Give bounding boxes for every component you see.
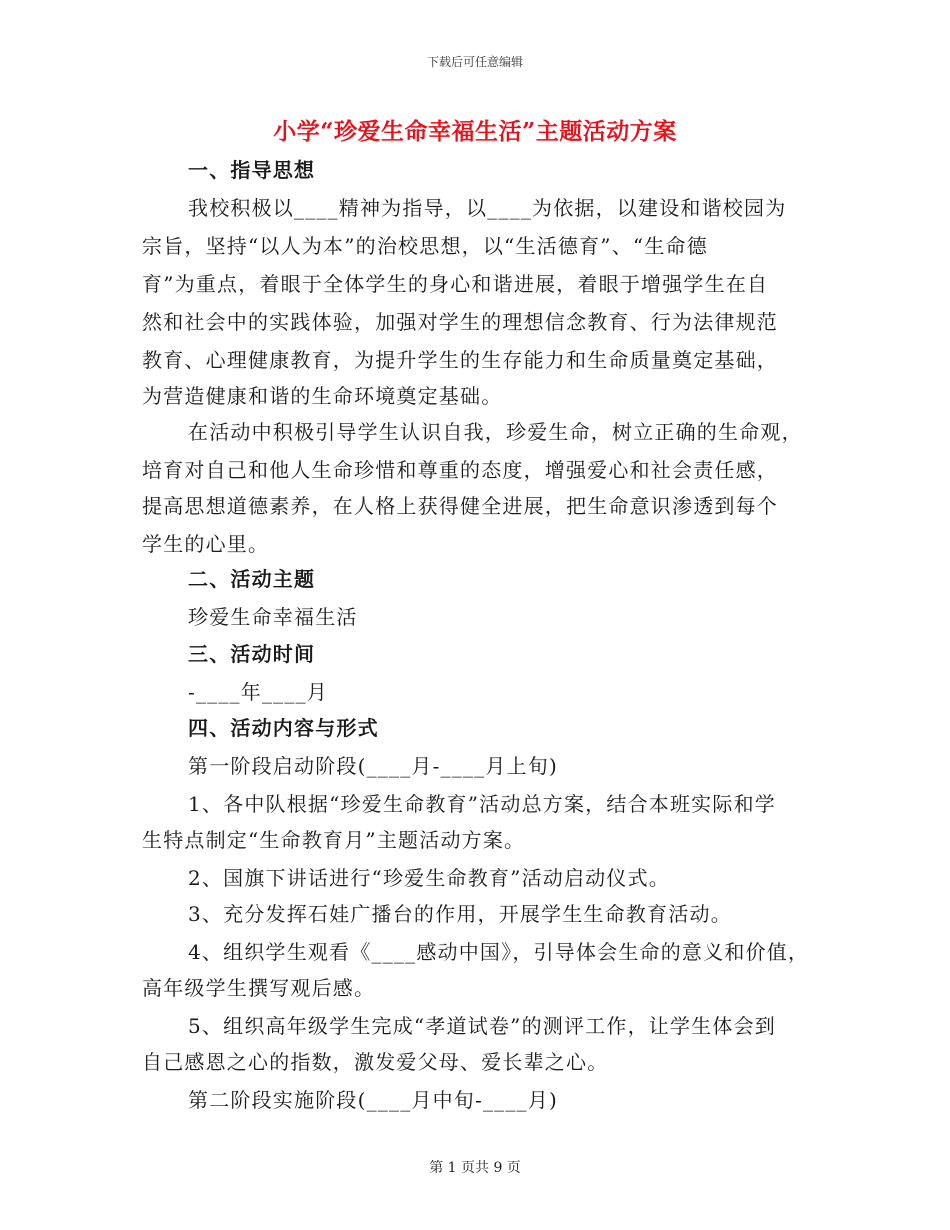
section-heading-time: 三、活动时间 — [188, 642, 316, 666]
paragraph-line: 我校积极以____精神为指导，以____为依据，以建设和谐校园为 — [188, 196, 787, 220]
paragraph-line: 育”为重点，着眼于全体学生的身心和谐进展，着眼于增强学生在自 — [142, 272, 769, 296]
paragraph-line: 为营造健康和谐的生命环境奠定基础。 — [142, 384, 503, 408]
list-item: 高年级学生撰写观后感。 — [142, 976, 376, 1000]
paragraph-line: 提高思想道德素养，在人格上获得健全进展，把生命意识渗透到每个 — [142, 494, 778, 518]
paragraph-line: 培育对自己和他人生命珍惜和尊重的态度，增强爱心和社会责任感， — [142, 458, 778, 482]
list-item: 1、各中队根据“珍爱生命教育”活动总方案，结合本班实际和学 — [188, 792, 776, 816]
document-title: 小学“珍爱生命幸福生活”主题活动方案 — [273, 118, 677, 145]
stage-two-text: 第二阶段实施阶段(____月中旬-____月) — [188, 1088, 558, 1112]
section-heading-theme: 二、活动主题 — [188, 567, 316, 591]
page-number-footer: 第 1 页共 9 页 — [429, 1160, 521, 1176]
paragraph-line: 学生的心里。 — [142, 532, 270, 556]
paragraph-line: 然和社会中的实践体验，加强对学生的理想信念教育、行为法律规范 — [142, 310, 778, 334]
theme-text: 珍爱生命幸福生活 — [188, 605, 358, 629]
list-item: 2、国旗下讲话进行“珍爱生命教育”活动启动仪式。 — [188, 866, 670, 890]
section-heading-guiding-thought: 一、指导思想 — [188, 158, 316, 182]
page-header-note: 下载后可任意编辑 — [426, 55, 523, 69]
list-item: 自己感恩之心的指数，激发爱父母、爱长辈之心。 — [142, 1050, 609, 1074]
list-item: 4、组织学生观看《____感动中国》，引导体会生命的意义和价值， — [188, 940, 810, 964]
paragraph-line: 教育、心理健康教育，为提升学生的生存能力和生命质量奠定基础， — [142, 348, 778, 372]
section-heading-content: 四、活动内容与形式 — [188, 716, 379, 740]
time-text: -____年____月 — [188, 680, 328, 704]
paragraph-line: 宗旨，坚持“以人为本”的治校思想，以“生活德育”、“生命德 — [142, 234, 708, 258]
list-item: 3、充分发挥石娃广播台的作用，开展学生生命教育活动。 — [188, 902, 732, 926]
paragraph-line: 在活动中积极引导学生认识自我，珍爱生命，树立正确的生命观， — [188, 420, 803, 444]
stage-one-text: 第一阶段启动阶段(____月-____月上旬) — [188, 754, 558, 778]
list-item: 5、组织高年级学生完成“孝道试卷”的测评工作，让学生体会到 — [188, 1014, 776, 1038]
list-item: 生特点制定“生命教育月”主题活动方案。 — [142, 828, 526, 852]
